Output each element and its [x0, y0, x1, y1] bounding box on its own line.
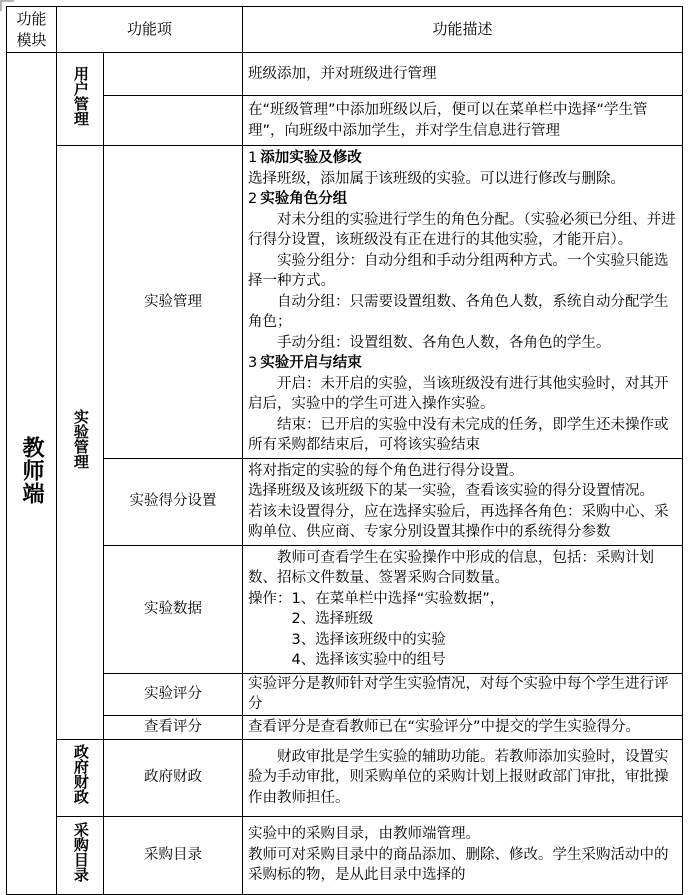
heading-number: 1: [248, 150, 258, 166]
section-label: 实验管理: [71, 409, 90, 469]
header-item-cell: 功能项: [57, 7, 243, 53]
section-cell-gov-finance: [57, 739, 104, 816]
module-label: 教师端: [19, 435, 45, 505]
desc-text: 教师可查看学生在实验操作中形成的信息，包括：采购计划数、招标文件数量、签署采购合同数量。: [248, 549, 655, 586]
desc-text: 手动分组：设置组数、各角色人数，各角色的学生。: [277, 334, 611, 351]
desc-text: 查看评分是查看教师已在“实验评分”中提交的学生实验得分。: [248, 718, 641, 735]
table-row: [7, 816, 683, 894]
section-label: 采购目录: [71, 821, 90, 882]
desc-cell-exp-data: [243, 545, 683, 673]
operation-label: 操作：: [248, 590, 292, 607]
desc-cell-gov-finance: [243, 739, 683, 816]
section-cell-exp-mgmt: [57, 146, 104, 740]
operation-step: 1、在菜单栏中选择“实验数据”，: [291, 590, 505, 607]
header-module-cell: 功能模块: [7, 7, 57, 53]
section-cell-purchase-catalog: [57, 816, 104, 894]
table-row: [7, 146, 683, 459]
heading-text: 添加实验及修改: [260, 150, 362, 166]
numbered-heading: [248, 148, 677, 169]
desc-text: 若该未设置得分，应在选择实验后，再选择各角色：采购中心、采购单位、供应商、专家分别设置其操作中的系统得分参数: [248, 503, 669, 540]
item-cell-exp-manage: 实验管理: [104, 146, 243, 459]
item-cell-score-setting: 实验得分设置: [104, 458, 243, 545]
heading-number: 3: [248, 355, 258, 371]
desc-text: 结束：已开启的实验中没有未完成的任务，即学生还未操作或所有采购都结束后，可将该实验结束: [248, 416, 669, 453]
desc-text: 教师可对采购目录中的商品添加、删除、修改。学生采购活动中的采购标的物，是从此目录中选择的: [248, 846, 669, 884]
item-cell-gov-finance: 政府财政: [104, 739, 243, 816]
header-desc-cell: 功能描述: [243, 7, 683, 53]
section-cell-user-mgmt: [57, 53, 104, 146]
function-spec-table: [6, 6, 683, 895]
desc-text: 开启：未开启的实验，当该班级没有进行其他实验时，对其开启后，实验中的学生可进入操作实验。: [248, 375, 669, 412]
desc-text: 选择班级，添加属于该班级的实验。可以进行修改与删除。: [248, 170, 626, 187]
section-label: 政府财政: [71, 744, 90, 805]
numbered-heading: [248, 189, 677, 210]
desc-cell-exp-score: [243, 673, 683, 715]
operation-step: 4、选择该实验中的组号: [291, 652, 446, 668]
section-label: 用户管理: [71, 65, 90, 126]
desc-text: 实验评分是教师针对学生实验情况，对每个实验中每个学生进行评分: [248, 675, 669, 712]
module-cell-teacher: [7, 53, 57, 895]
item-cell-view-score: 查看评分: [104, 715, 243, 739]
table-row: [7, 458, 683, 545]
desc-text: 班级添加，并对班级进行管理: [248, 65, 437, 82]
desc-cell-class-add: [243, 53, 683, 96]
table-row: [7, 673, 683, 715]
table-row: [7, 715, 683, 739]
table-row: [7, 96, 683, 146]
desc-text: 将对指定的实验的每个角色进行得分设置。: [248, 462, 524, 479]
item-cell-empty-1: [104, 53, 243, 96]
table-row: [7, 545, 683, 673]
heading-number: 2: [248, 191, 258, 207]
desc-cell-student-add: [243, 96, 683, 146]
numbered-heading: [248, 353, 677, 374]
desc-text: 在“班级管理”中添加班级以后，便可以在菜单栏中选择“学生管理”，向班级中添加学生，并对学生信息进行管理: [248, 102, 648, 139]
item-cell-empty-2: [104, 96, 243, 146]
operation-line: [248, 589, 677, 610]
desc-text: 自动分组：只需要设置组数、各角色人数，系统自动分配学生角色；: [248, 293, 669, 330]
desc-text: 对未分组的实验进行学生的角色分配。（实验必须已分组、并进行得分设置，该班级没有正在进行的其他实验，才能开启）。: [248, 211, 676, 248]
item-cell-purchase-catalog: 采购目录: [104, 816, 243, 894]
item-cell-exp-score: 实验评分: [104, 673, 243, 715]
desc-text: 财政审批是学生实验的辅助功能。若教师添加实验时，设置实验为手动审批，则采购单位的采购计划上报财政部门审批，审批操作由教师担任。: [248, 748, 669, 806]
operation-step: 2、选择班级: [291, 611, 374, 627]
desc-text: 实验中的采购目录，由教师端管理。: [248, 826, 481, 843]
header-row: [7, 7, 683, 53]
table-row: [7, 739, 683, 816]
table-row: [7, 53, 683, 96]
desc-text: 实验分组分：自动分组和手动分组两种方式。一个实验只能选择一种方式。: [248, 252, 669, 289]
desc-cell-view-score: [243, 715, 683, 739]
desc-cell-score-setting: [243, 458, 683, 545]
operation-step: 3、选择该班级中的实验: [291, 631, 446, 648]
heading-text: 实验角色分组: [260, 191, 348, 207]
heading-text: 实验开启与结束: [260, 355, 362, 371]
desc-cell-exp-manage: [243, 146, 683, 459]
desc-cell-purchase-catalog: [243, 816, 683, 894]
item-cell-exp-data: 实验数据: [104, 545, 243, 673]
desc-text: 选择班级及该班级下的某一实验，查看该实验的得分设置情况。: [248, 483, 655, 499]
